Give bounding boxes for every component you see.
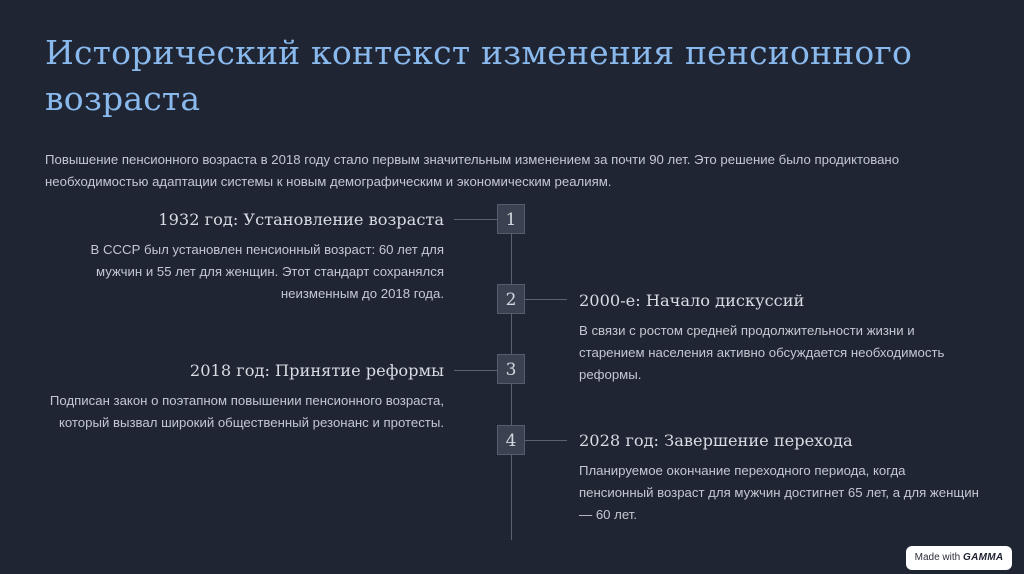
intro-paragraph: Повышение пенсионного возраста в 2018 году стало первым значительным изменением за почти 90 лет. Это решение было продиктовано необходимостью адаптации системы к новым демографическим и экономическим реалиям. [45, 152, 900, 189]
timeline-step-4-text: Планируемое окончание переходного периода, когда пенсионный возраст для мужчин достигнет 65 лет, а для женщин — 60 лет. [579, 463, 979, 522]
timeline-step-1-marker: 1 [497, 204, 525, 234]
timeline-connector-3 [454, 370, 497, 371]
timeline-step-3-marker: 3 [497, 354, 525, 384]
made-with-gamma-badge[interactable] [906, 546, 1012, 570]
timeline-step-2-title: 2000-е: Начало дискуссий [579, 291, 805, 310]
timeline-connector-1 [454, 219, 497, 220]
badge-prefix: Made with [914, 552, 961, 563]
timeline-step-2-text: В связи с ростом средней продолжительности жизни и старением населения активно обсуждается необходимость реформы. [579, 323, 945, 382]
timeline-step-4-marker: 4 [497, 425, 525, 455]
timeline-step-3-title: 2018 год: Принятие реформы [189, 361, 444, 380]
timeline-step-2-marker: 2 [497, 284, 525, 314]
timeline-step-1-title: 1932 год: Установление возраста [158, 210, 444, 229]
timeline-step-4-title: 2028 год: Завершение перехода [579, 431, 853, 450]
timeline-step-3-text: Подписан закон о поэтапном повышении пенсионного возраста, который вызвал широкий общественный резонанс и протесты. [49, 393, 444, 430]
timeline-step-1-text: В СССР был установлен пенсионный возраст: 60 лет для мужчин и 55 лет для женщин. Этот стандарт сохранялся неизменным до 2018 года. [90, 242, 444, 301]
gamma-logo: GAMMA [962, 552, 1004, 563]
page-title: Исторический контекст изменения пенсионного возраста [45, 33, 913, 118]
timeline-connector-4 [525, 440, 567, 441]
timeline-connector-2 [525, 299, 567, 300]
